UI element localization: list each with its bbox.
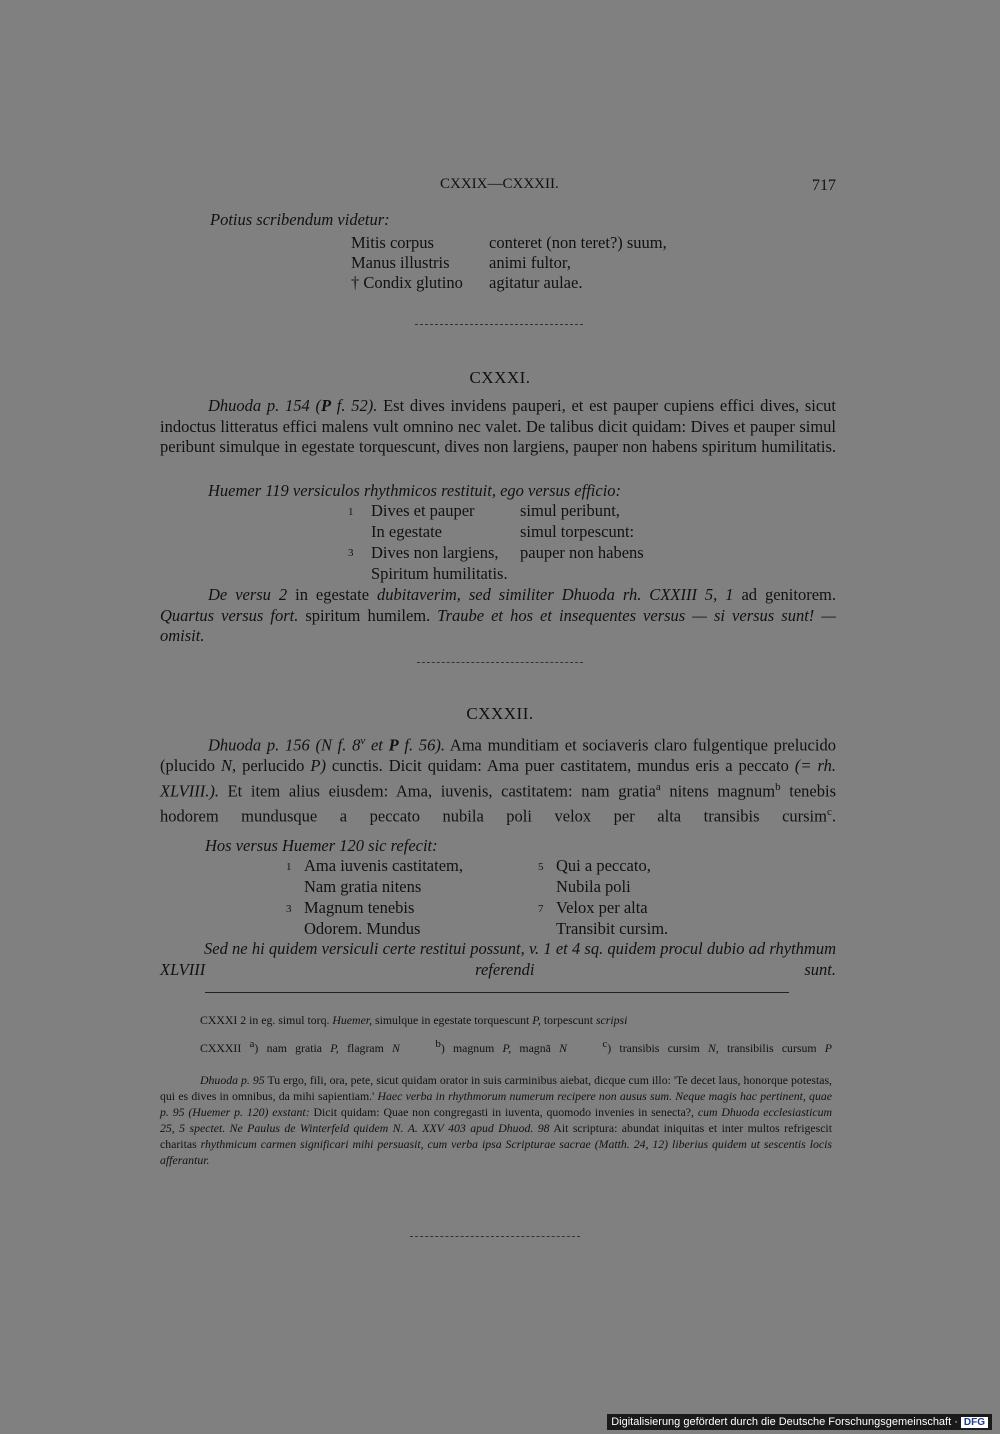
section-divider — [417, 662, 583, 663]
verse-number: 5 — [538, 861, 544, 873]
verse-number: 1 — [286, 861, 292, 873]
section-title-cxxxi: CXXXI. — [469, 368, 531, 387]
footnote-rule — [205, 992, 789, 993]
cxxx-intro: Potius scribendum videtur: — [210, 210, 390, 229]
section-title-cxxxii: CXXXII. — [466, 704, 534, 723]
verse-line: Dives non largiens, — [371, 543, 499, 562]
verse-line: Mitis corpus — [351, 233, 434, 252]
cxxxi-paragraph-3: De versu 2 in egestate dubitaverim, sed similiter Dhuoda rh. CXXIII 5, 1 ad genitorem. Quartus versus fort. spiritum humilem. Traube et hos et insequentes versus — si versus sunt! — omisit. — [160, 585, 837, 645]
verse-line: simul peribunt, — [520, 501, 620, 520]
section-divider — [415, 324, 583, 325]
verse-line: Qui a peccato, — [556, 856, 651, 875]
cxxxii-paragraph-1: Dhuoda p. 156 (N f. 8$^v$ et P f. 56). Ama munditiam et sociaveris claro fulgentique prelucido (plucido N, perlucido P) cunctis. Dicit quidam: Ama puer castitatem, mundus eris a peccato (= rh. XLVIII.). Et item alius eiusdem: Ama, iuvenis, castitatem: nam gratia$^a$ nitens magnum$^b$ tenebis hodorem mundusque a peccato nubila poli velox per alta transibis cursim$^c$. — [160, 735, 836, 825]
verse-line: animi fultor, — [489, 253, 571, 272]
running-title: CXXIX—CXXXII. — [440, 176, 559, 192]
cxxxii-paragraph-3: Sed ne hi quidem versiculi certe restitui possunt, v. 1 et 4 sq. quidem procul dubio ad rhythmum XLVIII referendi sunt. — [160, 939, 836, 979]
verse-line: Nubila poli — [556, 877, 631, 896]
verse-line: Transibit cursim. — [556, 919, 669, 938]
end-divider — [410, 1236, 580, 1237]
verse-line: In egestate — [371, 522, 443, 541]
verse-line: † Condix glutino — [351, 273, 463, 292]
verse-line: Odorem. Mundus — [304, 919, 421, 938]
verse-line: simul torpescunt: — [520, 522, 635, 541]
verse-line: agitatur aulae. — [489, 273, 583, 292]
verse-line: Nam gratia nitens — [304, 877, 422, 896]
page-number: 717 — [812, 177, 836, 194]
verse-line: pauper non habens — [520, 543, 644, 562]
verse-line: Manus illustris — [351, 253, 450, 272]
verse-line: Velox per alta — [556, 898, 648, 917]
verse-line: Ama iuvenis castitatem, — [304, 856, 463, 875]
digitization-footer: Digitalisierung gefördert durch die Deutsche Forschungsgemeinschaft · DFG — [607, 1414, 992, 1430]
verse-number: 7 — [538, 903, 544, 915]
verse-line: Magnum tenebis — [304, 898, 415, 917]
verse-line: Spiritum humilitatis. — [371, 564, 508, 583]
footnote-dhuoda: Dhuoda p. 95 Tu ergo, fili, ora, pete, sicut quidam orator in suis carminibus aiebat, dicque cum illo: 'Te decet laus, honorque potestas, qui es dives in omnibus, da mihi sapientiam.' Haec verba in rhythmorum numerum recipere non ausus sum. Neque magis hac pertinent, quae p. 95 (Huemer p. 120) exstant: Dicit quidam: Quae non congregasti in iuventa, quomodo invenies in senecta?, cum Dhuoda ecclesiasticum 25, 5 spectet. Ne Paulus de Winterfeld quidem N. A. XXV 403 apud Dhuod. 98 Ait scriptura: abundat iniquitas et inter multos refrigescit charitas rhythmicum carmen significari mihi persuasit, cum verba ipsa Scripturae sacrae (Matth. 24, 12) liberius quidem ut sescentis locis afferantur. — [160, 1073, 832, 1167]
cxxxi-paragraph-1: Dhuoda p. 154 (P f. 52). Est dives invidens pauperi, et est pauper cupiens effici dives, sicut indoctus litteratus effici malens vult omnino nec valet. De talibus dicit quidam: Dives et pauper simul peribunt simulque in egestate torquescunt, dives non largiens, pauper non habens spiritum humilitatis. — [160, 396, 836, 456]
dfg-logo-icon: DFG — [961, 1417, 988, 1428]
verse-number: 3 — [286, 903, 292, 915]
verse-line: Dives et pauper — [371, 501, 475, 520]
footnote-cxxxii: CXXXII $^a$) nam gratia P, flagram N $^b$) magnum P, magnā N $^c$) transibis cursim N, transibilis cursum P — [200, 1038, 833, 1055]
footnote-cxxxi: CXXXI 2 in eg. simul torq. Huemer, simulque in egestate torquescunt P, torpescunt scripsi — [200, 1013, 628, 1027]
verse-number: 1 — [348, 506, 354, 518]
cxxxii-paragraph-2: Hos versus Huemer 120 sic refecit: — [205, 836, 438, 855]
verse-number: 3 — [348, 547, 354, 559]
cxxxi-paragraph-2: Huemer 119 versiculos rhythmicos restituit, ego versus efficio: — [208, 481, 622, 500]
verse-line: conteret (non teret?) suum, — [489, 233, 667, 252]
